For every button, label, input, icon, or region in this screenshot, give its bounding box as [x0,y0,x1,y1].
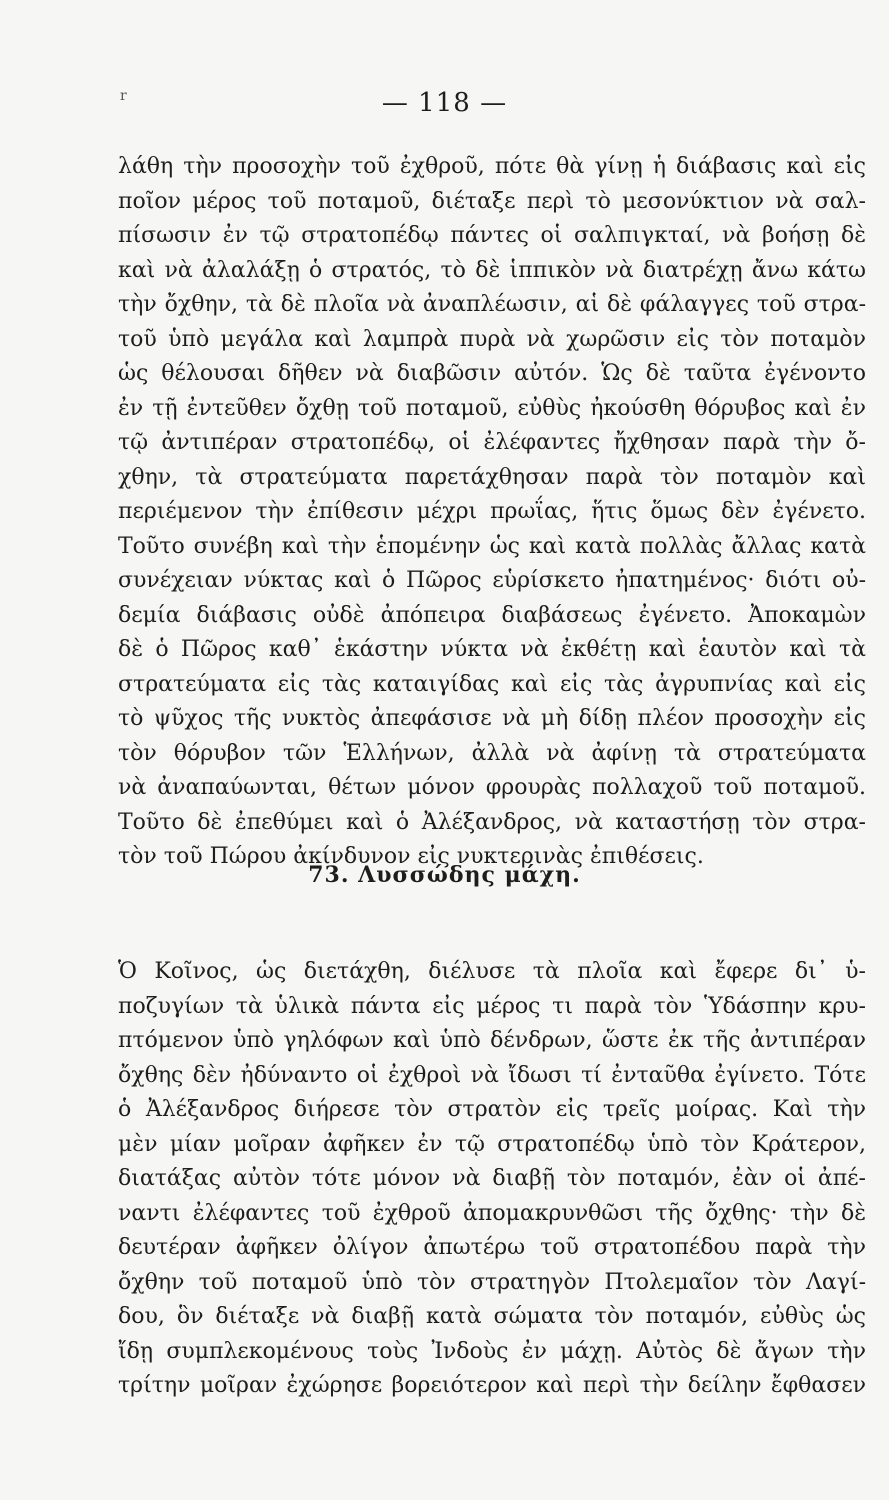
text-line: ναντι ἐλέφαντες τοῦ ἐχθροῦ ἀπομακρυνθῶσι τῆς ὄχθης· τὴν δὲ [118,1200,866,1226]
corner-mark: r [120,88,127,104]
text-line: πτόμενον ὑπὸ γηλόφων καὶ ὑπὸ δένδρων, ὥστε ἐκ τῆς ἀντιπέραν [118,1028,866,1053]
text-line: νὰ ἀναπαύωνται, θέτων μόνον φρουρὰς πολλαχοῦ τοῦ ποταμοῦ. [118,775,866,800]
text-line: ὄχθην τοῦ ποταμοῦ ὑπὸ τὸν στρατηγὸν Πτολεμαῖον τὸν Λαγί- [118,1269,866,1295]
text-line: συνέχειαν νύκτας καὶ ὁ Πῶρος εὑρίσκετο ἠπατημένος· διότι οὐ- [118,568,866,593]
text-line: καὶ νὰ ἀλαλάξῃ ὁ στρατός, τὸ δὲ ἱππικὸν νὰ διατρέχῃ ἄνω κάτω [118,257,866,283]
page-number: — 118 — [381,88,508,118]
text-line: τοῦ ὑπὸ μεγάλα καὶ λαμπρὰ πυρὰ νὰ χωρῶσιν εἰς τὸν ποταμὸν [118,326,866,352]
text-line: ποζυγίων τὰ ὑλικὰ πάντα εἰς μέρος τι παρὰ τὸν Ὑδάσπην κρυ- [118,993,866,1019]
text-line: ὡς θέλουσαι δῆθεν νὰ διαβῶσιν αὐτόν. Ὡς δὲ ταῦτα ἐγένοντο [118,361,866,386]
text-line: τὴν ὄχθην, τὰ δὲ πλοῖα νὰ ἀναπλέωσιν, αἱ δὲ φάλαγγες τοῦ στρα- [118,292,866,317]
text-line: ποῖον μέρος τοῦ ποταμοῦ, διέταξε περὶ τὸ μεσονύκτιον νὰ σαλ- [118,188,866,214]
text-line: διατάξας αὐτὸν τότε μόνον νὰ διαβῇ τὸν ποταμόν, ἐὰν οἱ ἀπέ- [118,1166,866,1191]
text-line: ὁ Ἀλέξανδρος διήρεσε τὸν στρατὸν εἰς τρεῖς μοίρας. Καὶ τὴν [118,1097,866,1122]
text-line: πίσωσιν ἐν τῷ στρατοπέδῳ πάντες οἱ σαλπιγκταί, νὰ βοήσῃ δὲ [118,223,866,248]
text-line: τὸ ψῦχος τῆς νυκτὸς ἀπεφάσισε νὰ μὴ δίδῃ πλέον προσοχὴν εἰς [118,706,866,731]
text-line: τὸν θόρυβον τῶν Ἑλλήνων, ἀλλὰ νὰ ἀφίνῃ τὰ στρατεύματα [118,740,866,766]
text-line: Τοῦτο δὲ ἐπεθύμει καὶ ὁ Ἀλέξανδρος, νὰ καταστήσῃ τὸν στρα- [118,809,866,835]
text-line: στρατεύματα εἰς τὰς καταιγίδας καὶ εἰς τὰς ἀγρυπνίας καὶ εἰς [118,671,866,697]
text-line: τρίτην μοῖραν ἐχώρησε βορειότερον καὶ περὶ τὴν δείλην ἔφθασεν [118,1373,866,1398]
text-line: δου, ὃν διέταξε νὰ διαβῇ κατὰ σώματα τὸν ποταμόν, εὐθὺς ὡς [118,1304,866,1329]
paragraph-1 [118,150,866,875]
text-line: ἴδῃ συμπλεκομένους τοὺς Ἰνδοὺς ἐν μάχῃ. Αὐτὸς δὲ ἄγων τὴν [118,1338,866,1364]
text-line: δεμία διάβασις οὐδὲ ἀπόπειρα διαβάσεως ἐγένετο. Ἀποκαμὼν [118,602,866,628]
text-line: δευτέραν ἀφῆκεν ὀλίγον ἀπωτέρω τοῦ στρατοπέδου παρὰ τὴν [118,1235,866,1260]
text-line: τῷ ἀντιπέραν στρατοπέδῳ, οἱ ἐλέφαντες ἤχθησαν παρὰ τὴν ὄ- [118,430,866,455]
text-line: μὲν μίαν μοῖραν ἀφῆκεν ἐν τῷ στρατοπέδῳ ὑπὸ τὸν Κράτερον, [118,1131,866,1157]
text-line: Ὁ Κοῖνος, ὡς διετάχθη, διέλυσε τὰ πλοῖα καὶ ἔφερε δι᾽ ὑ- [118,959,866,984]
text-line: ἐν τῇ ἐντεῦθεν ὄχθῃ τοῦ ποταμοῦ, εὐθὺς ἠκούσθη θόρυβος καὶ ἐν [118,395,866,421]
text-line: Τοῦτο συνέβη καὶ τὴν ἑπομένην ὡς καὶ κατὰ πολλὰς ἄλλας κατὰ [118,533,866,559]
text-line: δὲ ὁ Πῶρος καθ᾽ ἑκάστην νύκτα νὰ ἐκθέτῃ καὶ ἑαυτὸν καὶ τὰ [118,637,866,662]
paragraph-2 [118,955,866,1404]
text-line: χθην, τὰ στρατεύματα παρετάχθησαν παρὰ τὸν ποταμὸν καὶ [118,464,866,490]
text-line: λάθη τὴν προσοχὴν τοῦ ἐχθροῦ, πότε θὰ γίνῃ ἡ διάβασις καὶ εἰς [118,154,866,179]
text-line: τὸν τοῦ Πώρου ἀκίνδυνον εἰς νυκτερινὰς ἐπιθέσεις. [118,844,704,869]
text-line: περιέμενον τὴν ἐπίθεσιν μέχρι πρωΐας, ἥτις ὅμως δὲν ἐγένετο. [118,499,866,524]
section-heading: 73. Λυσσώδης μάχη. [308,862,581,888]
text-line: ὄχθης δὲν ἠδύναντο οἱ ἐχθροὶ νὰ ἴδωσι τί ἐνταῦθα ἐγίνετο. Τότε [118,1062,866,1088]
